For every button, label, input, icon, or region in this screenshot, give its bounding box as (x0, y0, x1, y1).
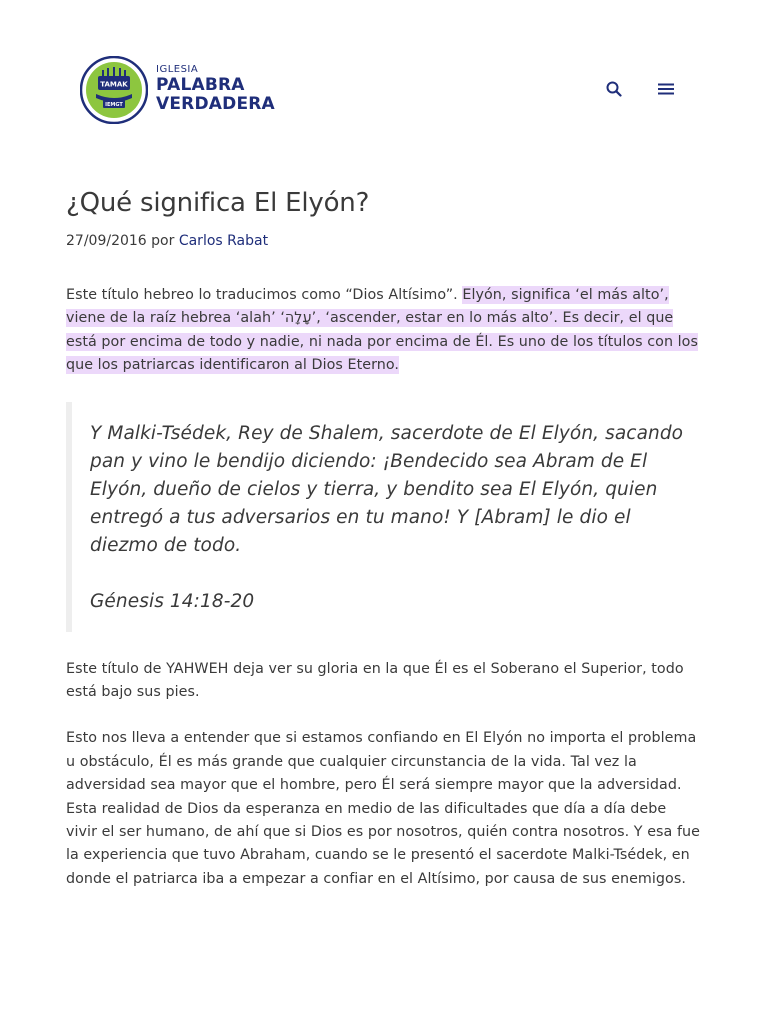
logo-small-text: IGLESIA (156, 64, 199, 75)
bible-quote (66, 402, 700, 632)
logo-line1: PALABRA (156, 75, 245, 95)
author-link[interactable]: Carlos Rabat (178, 233, 269, 249)
article-paragraph-3: Esto nos lleva a entender que si estamos confiando en El Elyón no importa el problema u obstáculo, Él es más grande que cualquier circunstancia de la vida. Tal vez la adversidad sea mayor que el hombre, pero Él será siempre mayor que la adversidad. Esta realidad de Dios da esperanza en medio de las dificultades que día a día debe vivir el ser humano, de ahí que si Dios es por nosotros, quién contra nosotros. Y esa fue la experiencia que tuvo Abraham, cuando se le presentó el sacerdote Malki-Tsédek, en donde el patriarca iba a empezar a confiar en el Altísimo, por causa de sus enemigos. (66, 730, 700, 887)
article-meta (66, 231, 700, 251)
article-paragraph-1 (66, 284, 700, 378)
menu-button[interactable] (652, 75, 680, 103)
logo-line2: VERDADERA (156, 94, 275, 114)
article-by-label: por (151, 233, 175, 249)
site-header (0, 0, 768, 180)
site-logo-link[interactable] (80, 56, 280, 124)
logo-badge-top-text: TAMAK (100, 80, 128, 89)
paragraph-1-plain: Este título hebreo lo traducimos como “Dios Altísimo”. (66, 287, 458, 303)
paragraph-1-highlight: Elyón, significa ‘el más alto’, viene de la raíz hebrea ‘alah’ ‘עָלָה’, ‘ascender, estar en lo más alto’. Es decir, el que está por encima de todo y nadie, ni nada por encima de Él. Es uno de los títulos con los que los patriarcas identificaron al Dios Eterno. (66, 287, 698, 374)
quote-citation: Génesis 14:18-20 (90, 590, 255, 612)
article-paragraph-2: Este título de YAHWEH deja ver su gloria en la que Él es el Soberano el Superior, todo está bajo sus pies. (66, 660, 684, 701)
article-title: ¿Qué significa El Elyón? (66, 188, 370, 218)
search-icon (606, 81, 622, 97)
logo-wordmark (156, 64, 275, 114)
article-date: 27/09/2016 (66, 233, 147, 249)
article (66, 183, 700, 891)
search-button[interactable] (600, 75, 628, 103)
hamburger-menu-icon (658, 82, 674, 96)
church-logo-emblem (80, 56, 148, 124)
logo-badge-bottom-text: IEMGT (105, 102, 123, 108)
quote-text: Y Malki-Tsédek, Rey de Shalem, sacerdote de El Elyón, sacando pan y vino le bendijo diciendo: ¡Bendecido sea Abram de El Elyón, dueño de cielos y tierra, y bendito sea El Elyón, quien entregó a tus adversarios en tu mano! Y [Abram] le dio el diezmo de todo. (90, 422, 684, 556)
